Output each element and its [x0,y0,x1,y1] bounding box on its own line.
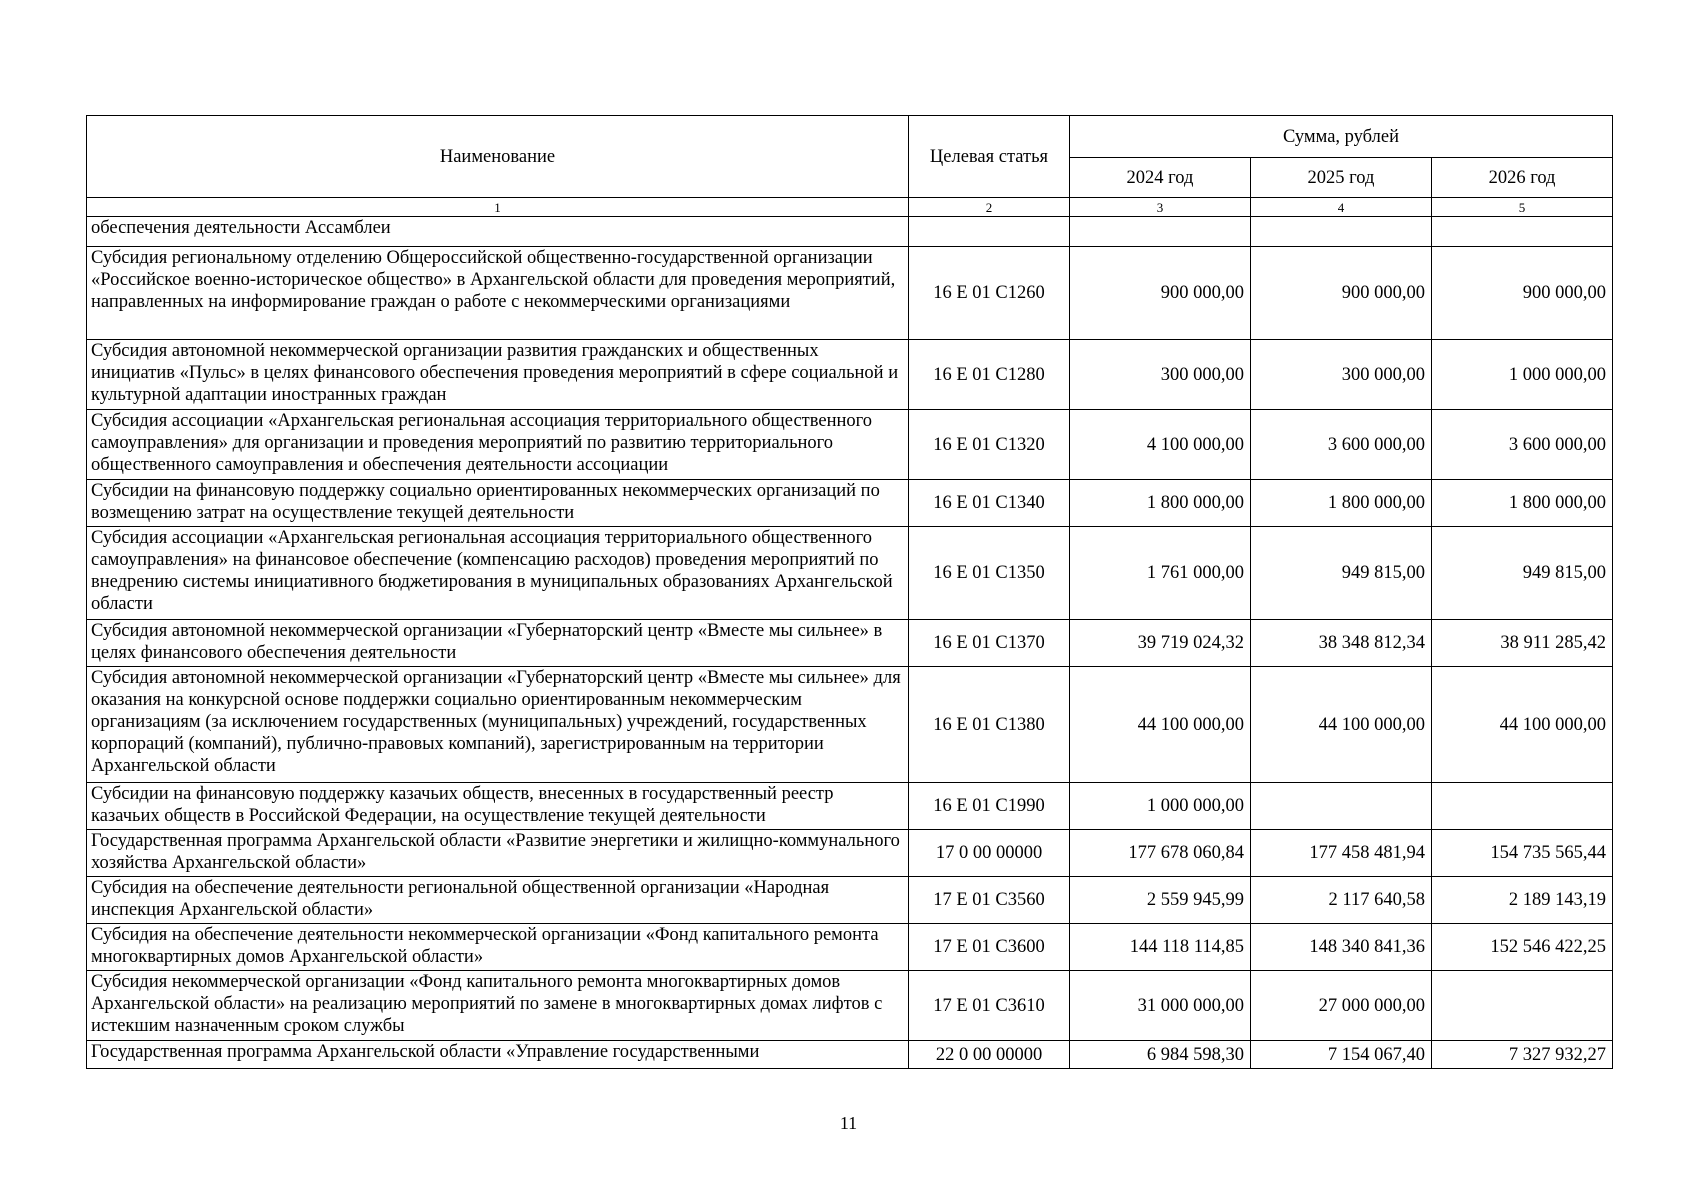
row-value-2026 [1432,783,1613,830]
row-value-2024: 144 118 114,85 [1070,924,1251,971]
table-row [87,971,1613,1041]
row-target-article: 16 Е 01 С1380 [909,667,1070,783]
table-row [87,247,1613,340]
table-row [87,783,1613,830]
header-year-2025: 2025 год [1251,158,1432,198]
column-number: 1 [87,198,909,217]
row-value-2024: 31 000 000,00 [1070,971,1251,1041]
row-value-2025 [1251,783,1432,830]
row-value-2026: 949 815,00 [1432,527,1613,620]
row-name: Субсидия ассоциации «Архангельская региональная ассоциация территориального общественного самоуправления» на финансовое обеспечение (компенсацию расходов) проведения мероприятий по внедрению системы инициативного бюджетирования в муниципальных образованиях Архангельской области [87,527,909,620]
column-number: 2 [909,198,1070,217]
row-value-2026: 1 000 000,00 [1432,340,1613,410]
table-row [87,480,1613,527]
row-name: Субсидия автономной некоммерческой организации «Губернаторский центр «Вместе мы сильнее» для оказания на конкурсной основе поддержки социально ориентированным некоммерческим организациям (за исключением государственных (муниципальных) учреждений, государственных корпораций (компаний), публично-правовых компаний), зарегистрированным на территории Архангельской области [87,667,909,783]
row-value-2024: 6 984 598,30 [1070,1041,1251,1069]
row-name: Субсидии на финансовую поддержку казачьих обществ, внесенных в государственный реестр казачьих обществ в Российской Федерации, на осуществление текущей деятельности [87,783,909,830]
header-sum: Сумма, рублей [1070,116,1613,158]
row-value-2025 [1251,217,1432,247]
column-number: 5 [1432,198,1613,217]
row-value-2024: 177 678 060,84 [1070,830,1251,877]
row-target-article: 16 Е 01 С1260 [909,247,1070,340]
row-value-2024: 4 100 000,00 [1070,410,1251,480]
row-value-2024: 1 761 000,00 [1070,527,1251,620]
table-row [87,924,1613,971]
table-row [87,620,1613,667]
row-value-2025: 38 348 812,34 [1251,620,1432,667]
table-row [87,1041,1613,1069]
row-value-2024: 1 800 000,00 [1070,480,1251,527]
row-value-2025: 3 600 000,00 [1251,410,1432,480]
row-name: Государственная программа Архангельской области «Управление государственными [87,1041,909,1069]
row-value-2026 [1432,971,1613,1041]
row-target-article: 16 Е 01 С1350 [909,527,1070,620]
row-name: обеспечения деятельности Ассамблеи [87,217,909,247]
row-value-2025: 2 117 640,58 [1251,877,1432,924]
row-value-2024: 1 000 000,00 [1070,783,1251,830]
row-target-article: 16 Е 01 С1340 [909,480,1070,527]
table-row [87,217,1613,247]
row-value-2024: 2 559 945,99 [1070,877,1251,924]
row-name: Субсидии на финансовую поддержку социально ориентированных некоммерческих организаций по возмещению затрат на осуществление текущей деятельности [87,480,909,527]
row-target-article [909,217,1070,247]
row-name: Субсидия некоммерческой организации «Фонд капитального ремонта многоквартирных домов Архангельской области» на реализацию мероприятий по замене в многоквартирных домах лифтов с истекшим назначенным сроком службы [87,971,909,1041]
table-body [87,217,1613,1069]
row-value-2026: 1 800 000,00 [1432,480,1613,527]
row-value-2025: 900 000,00 [1251,247,1432,340]
row-value-2026: 7 327 932,27 [1432,1041,1613,1069]
row-target-article: 17 Е 01 С3560 [909,877,1070,924]
row-name: Государственная программа Архангельской области «Развитие энергетики и жилищно-коммунального хозяйства Архангельской области» [87,830,909,877]
header-year-2026: 2026 год [1432,158,1613,198]
row-target-article: 16 Е 01 С1280 [909,340,1070,410]
row-value-2026: 38 911 285,42 [1432,620,1613,667]
row-name: Субсидия автономной некоммерческой организации «Губернаторский центр «Вместе мы сильнее» в целях финансового обеспечения деятельности [87,620,909,667]
row-target-article: 16 Е 01 С1370 [909,620,1070,667]
table-row [87,340,1613,410]
row-target-article: 17 Е 01 С3610 [909,971,1070,1041]
row-value-2026: 2 189 143,19 [1432,877,1613,924]
table-row [87,527,1613,620]
table-row [87,830,1613,877]
header-target-article: Целевая статья [909,116,1070,198]
row-value-2025: 1 800 000,00 [1251,480,1432,527]
row-name: Субсидия региональному отделению Общероссийской общественно-государственной организации «Российское военно-историческое общество» в Архангельской области для проведения мероприятий, направленных на информирование граждан о работе с некоммерческими организациями [87,247,909,340]
row-value-2024 [1070,217,1251,247]
row-value-2025: 949 815,00 [1251,527,1432,620]
header-year-2024: 2024 год [1070,158,1251,198]
row-target-article: 22 0 00 00000 [909,1041,1070,1069]
header-name: Наименование [87,116,909,198]
row-value-2024: 300 000,00 [1070,340,1251,410]
table-row [87,410,1613,480]
row-value-2026: 3 600 000,00 [1432,410,1613,480]
row-value-2026: 900 000,00 [1432,247,1613,340]
budget-table [86,115,1613,1069]
row-name: Субсидия на обеспечение деятельности некоммерческой организации «Фонд капитального ремонта многоквартирных домов Архангельской области» [87,924,909,971]
row-name: Субсидия автономной некоммерческой организации развития гражданских и общественных инициатив «Пульс» в целях финансового обеспечения проведения мероприятий в сфере социальной и культурной адаптации иностранных граждан [87,340,909,410]
row-value-2024: 44 100 000,00 [1070,667,1251,783]
row-target-article: 17 0 00 00000 [909,830,1070,877]
row-value-2024: 39 719 024,32 [1070,620,1251,667]
row-target-article: 16 Е 01 С1990 [909,783,1070,830]
row-value-2025: 7 154 067,40 [1251,1041,1432,1069]
row-target-article: 16 Е 01 С1320 [909,410,1070,480]
table-row [87,667,1613,783]
row-value-2026: 154 735 565,44 [1432,830,1613,877]
row-value-2026: 152 546 422,25 [1432,924,1613,971]
row-value-2025: 44 100 000,00 [1251,667,1432,783]
page-number: 11 [839,1113,858,1133]
row-name: Субсидия на обеспечение деятельности региональной общественной организации «Народная инспекция Архангельской области» [87,877,909,924]
row-value-2026: 44 100 000,00 [1432,667,1613,783]
column-number: 3 [1070,198,1251,217]
column-number: 4 [1251,198,1432,217]
row-value-2025: 148 340 841,36 [1251,924,1432,971]
row-name: Субсидия ассоциации «Архангельская региональная ассоциация территориального общественного самоуправления» для организации и проведения мероприятий по развитию территориального общественного самоуправления и обеспечения деятельности ассоциации [87,410,909,480]
row-value-2025: 300 000,00 [1251,340,1432,410]
row-value-2025: 27 000 000,00 [1251,971,1432,1041]
row-value-2024: 900 000,00 [1070,247,1251,340]
row-value-2026 [1432,217,1613,247]
row-value-2025: 177 458 481,94 [1251,830,1432,877]
table-row [87,877,1613,924]
row-target-article: 17 Е 01 С3600 [909,924,1070,971]
